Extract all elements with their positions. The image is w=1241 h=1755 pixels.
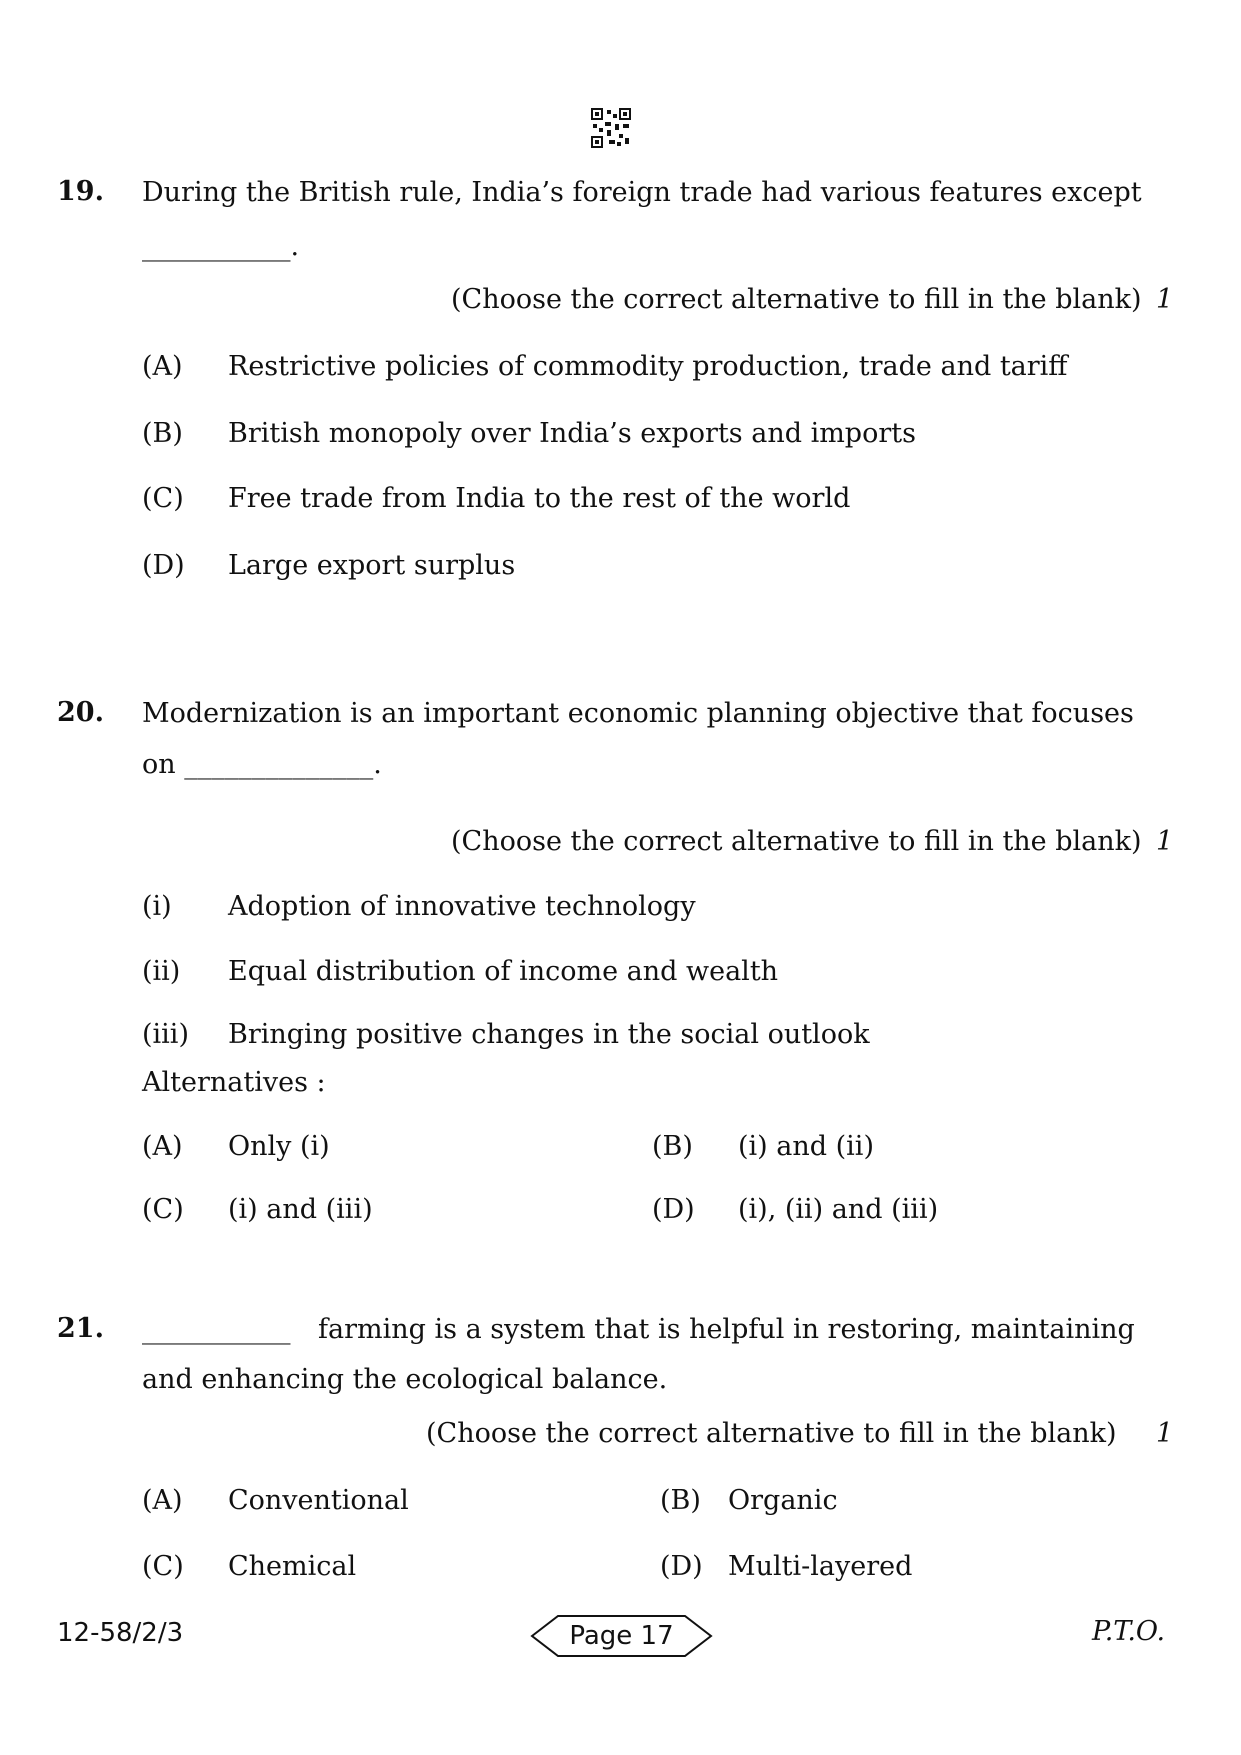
statement-text: Equal distribution of income and wealth xyxy=(228,956,779,987)
option-text: Conventional xyxy=(228,1485,409,1516)
option-text: Restrictive policies of commodity production, trade and tariff xyxy=(228,351,1068,382)
question-text: farming is a system that is helpful in restoring, maintaining xyxy=(318,1314,1135,1345)
statement-label: (iii) xyxy=(142,1019,189,1050)
statement-text: Adoption of innovative technology xyxy=(228,891,696,922)
statement-text: Bringing positive changes in the social outlook xyxy=(228,1019,870,1050)
option-label: (B) xyxy=(142,418,183,449)
option-text: Only (i) xyxy=(228,1131,330,1162)
question-instruction: (Choose the correct alternative to fill in the blank) xyxy=(451,826,1142,857)
question-blank: on ______________. xyxy=(142,749,382,780)
alternatives-heading: Alternatives : xyxy=(142,1067,326,1098)
option-label: (C) xyxy=(142,1551,184,1582)
option-text: (i), (ii) and (iii) xyxy=(738,1194,939,1225)
question-text: During the British rule, India’s foreign trade had various features except xyxy=(142,177,1142,208)
option-label: (C) xyxy=(142,483,184,514)
option-label: (A) xyxy=(142,1131,183,1162)
statement-label: (ii) xyxy=(142,956,181,987)
question-instruction: (Choose the correct alternative to fill in the blank) xyxy=(426,1418,1117,1449)
option-label: (A) xyxy=(142,351,183,382)
question-marks: 1 xyxy=(1156,284,1174,315)
question-number: 20. xyxy=(57,697,104,728)
page-number xyxy=(530,1614,713,1658)
option-label: (D) xyxy=(660,1551,703,1582)
option-text: (i) and (iii) xyxy=(228,1194,373,1225)
option-text: Large export surplus xyxy=(228,550,516,581)
question-instruction: (Choose the correct alternative to fill in the blank) xyxy=(451,284,1142,315)
question-number: 19. xyxy=(57,176,104,207)
option-label: (B) xyxy=(652,1131,693,1162)
question-number: 21. xyxy=(57,1313,104,1344)
option-text: (i) and (ii) xyxy=(738,1131,874,1162)
option-text: British monopoly over India’s exports and imports xyxy=(228,418,916,449)
option-text: Organic xyxy=(728,1485,838,1516)
question-blank: ___________. xyxy=(142,231,300,262)
statement-label: (i) xyxy=(142,891,172,922)
qr-code-icon xyxy=(591,108,631,148)
question-text: Modernization is an important economic planning objective that focuses xyxy=(142,698,1134,729)
paper-code: 12-58/2/3 xyxy=(57,1618,184,1648)
question-marks: 1 xyxy=(1156,826,1174,857)
option-label: (A) xyxy=(142,1485,183,1516)
option-label: (C) xyxy=(142,1194,184,1225)
question-blank: ___________ xyxy=(142,1314,291,1345)
pto-label: P.T.O. xyxy=(1092,1616,1166,1647)
page-number-label: Page 17 xyxy=(569,1621,674,1651)
question-marks: 1 xyxy=(1156,1418,1174,1449)
option-label: (B) xyxy=(660,1485,701,1516)
option-text: Chemical xyxy=(228,1551,357,1582)
question-text-continued: and enhancing the ecological balance. xyxy=(142,1364,668,1395)
option-label: (D) xyxy=(142,550,185,581)
option-text: Multi-layered xyxy=(728,1551,913,1582)
option-text: Free trade from India to the rest of the world xyxy=(228,483,851,514)
option-label: (D) xyxy=(652,1194,695,1225)
